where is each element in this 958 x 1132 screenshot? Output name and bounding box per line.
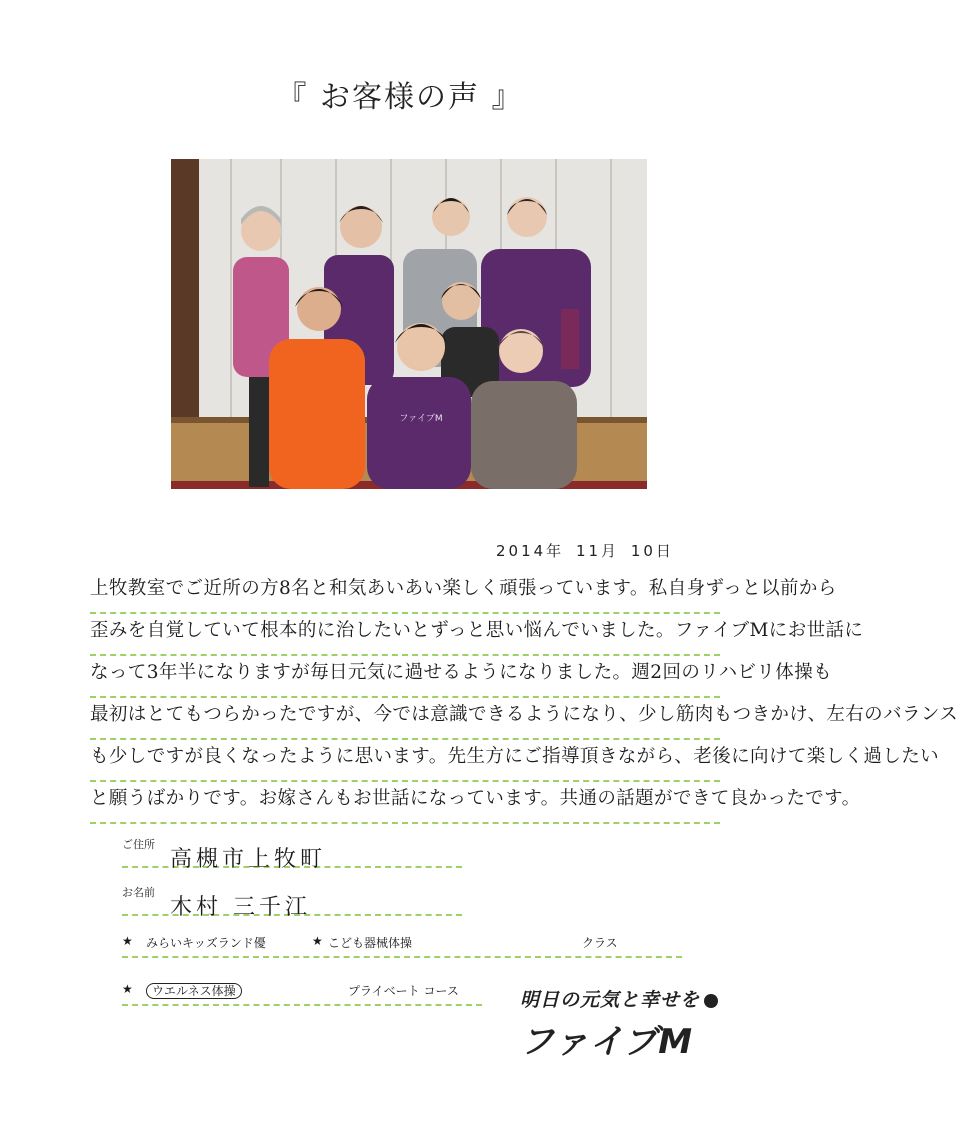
page-title: 『 お客様の声 』 (276, 80, 524, 115)
letter-line: 最初はとてもつらかったですが、今では意識できるようになり、少し筋肉もつきかけ、左右のバランス (90, 698, 720, 740)
name-field (122, 884, 462, 920)
date-month: 11月 (575, 542, 620, 560)
course-row-2 (122, 980, 482, 1006)
letter-line: と願うばかりです。お嫁さんもお世話になっています。共通の話題ができて良かったです。 (90, 782, 720, 824)
star-icon: ★ (312, 934, 323, 948)
letter-line: なって3年半になりますが毎日元気に過せるようになりました。週2回のリハビリ体操も (90, 656, 720, 698)
course-kodomo: こども器械体操 (328, 936, 413, 950)
star-icon: ★ (122, 982, 133, 996)
course-private: プライベート コース (348, 984, 459, 998)
address-label: ご住所 (122, 838, 155, 851)
address-value: 高槻市上牧町 (170, 847, 327, 872)
address-field (122, 836, 462, 872)
letter-line: 上牧教室でご近所の方8名と和気あいあい楽しく頑張っています。私自身ずっと以前から (90, 572, 720, 614)
star-icon: ★ (122, 934, 133, 948)
letter-line: も少しですが良くなったように思います。先生方にご指導頂きながら、老後に向けて楽しく過したい (90, 740, 720, 782)
date-year: 2014年 (496, 542, 565, 560)
course-wellness-circled: ウエルネス体操 (146, 983, 242, 999)
letter-line: 歪みを自覚していて根本的に治したいとずっと思い悩んでいました。ファイブMにお世話に (90, 614, 720, 656)
brand-tagline: 明日の元気と幸せを (520, 989, 701, 1011)
dot-icon (704, 994, 718, 1008)
brand-block (520, 985, 750, 1063)
shirt-logo-text: ファイブM (399, 414, 443, 424)
date (496, 540, 678, 561)
testimonial-text (90, 572, 958, 824)
class-label: クラス (582, 936, 618, 950)
course-row-1 (122, 932, 682, 958)
brand-logo: ファイブM (520, 1022, 694, 1062)
course-kids: みらいキッズランド優 (146, 936, 266, 950)
name-label: お名前 (122, 886, 155, 899)
name-value: 木村 三千江 (170, 895, 311, 920)
group-photo (171, 159, 647, 489)
date-day: 10日 (630, 542, 674, 560)
